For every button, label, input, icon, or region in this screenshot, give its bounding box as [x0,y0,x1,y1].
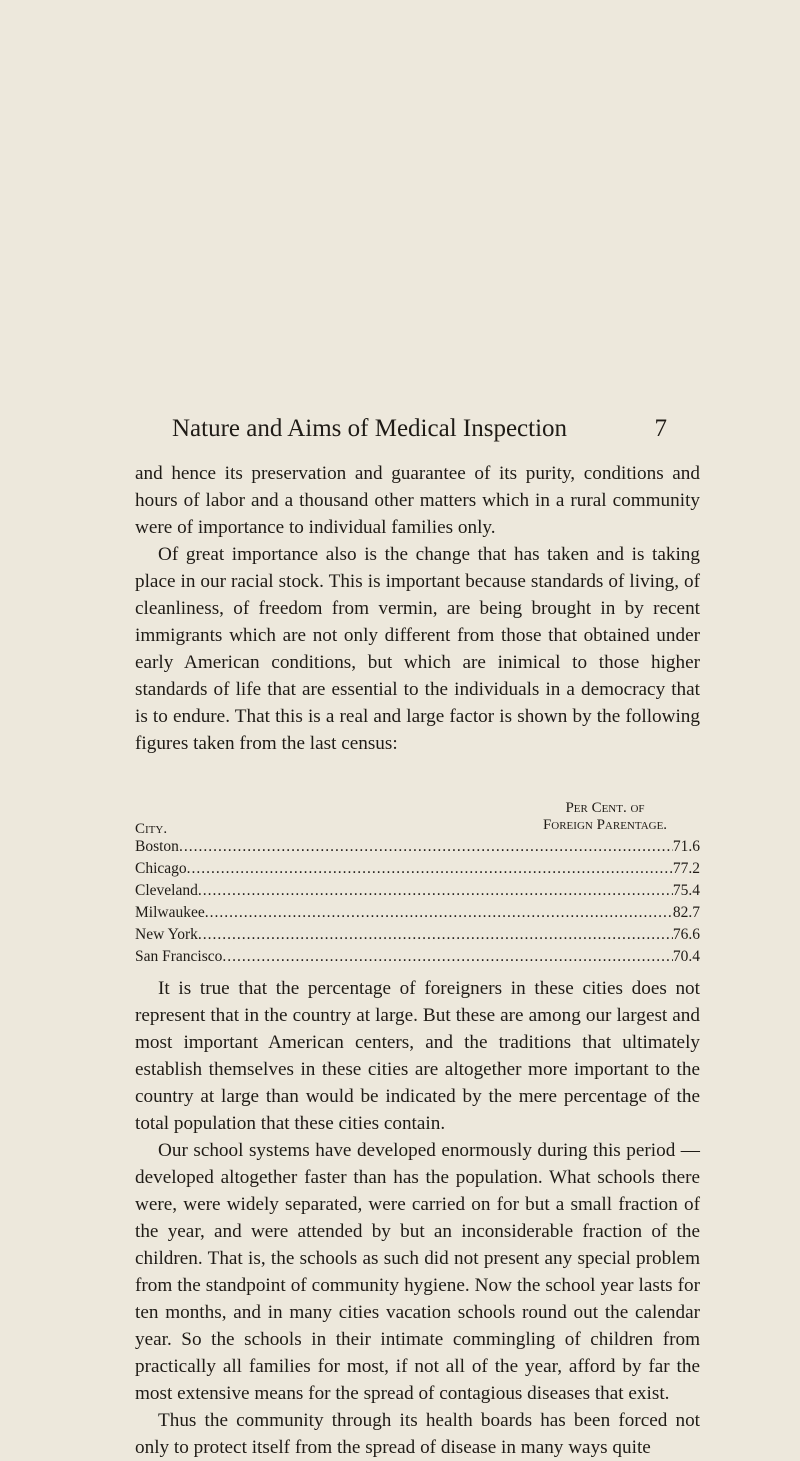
table-header [135,800,700,836]
table-row [135,858,700,880]
paragraph: and hence its preservation and guarantee of its purity, conditions and hours of labor and a thousand other matters which in a rural community were of importance to individual families only. [135,463,700,538]
column-header-city: City. [135,821,168,837]
table-row [135,880,700,902]
census-table [135,800,700,968]
percent-value: 71.6 [672,838,700,855]
dot-leader [198,880,673,902]
dot-leader [198,924,673,946]
city-name: Boston [135,838,179,855]
body-text-top [135,460,700,757]
percent-value: 76.6 [672,926,700,943]
paragraph: It is true that the percentage of foreigners in these cities does not represent that in the country at large. But these are among our largest and most important American centers, and the traditions that ultimately establish themselves in these cities are altogether more important to the country at large than would be indicated by the mere percentage of the total population that these cities contain. [135,978,700,1134]
city-name: Milwaukee [135,904,205,921]
city-name: Cleveland [135,882,198,899]
dot-leader [222,946,672,968]
running-header [172,412,667,446]
body-text-bottom [135,975,700,1461]
percent-value: 70.4 [672,948,700,965]
paragraph: Of great importance also is the change that has taken and is taking place in our racial stock. This is important because standards of living, of cleanliness, of freedom from vermin, are being brought in by recent immigrants which are not only different from those that obtained under early American conditions, but which are inimical to those higher standards of life that are essential to the individuals in a democracy that is to endure. That this is a real and large factor is shown by the following figures taken from the last census: [135,544,700,754]
city-name: San Francisco [135,948,223,965]
percent-value: 82.7 [672,904,700,921]
column-header-percent-line2: Foreign Parentage. [542,817,668,833]
table-row [135,924,700,946]
city-name: New York [135,926,198,943]
column-header-percent [510,800,700,834]
table-row [135,902,700,924]
dot-leader [187,858,673,880]
running-title: Nature and Aims of Medical Inspection [172,415,568,442]
paragraph: Our school systems have developed enormously during this period —developed altogether faster than has the population. What schools there were, were widely separated, were carried on for but a small fraction of the year, and were attended by but an inconsiderable fraction of the children. That is, the schools as such did not present any special problem from the standpoint of community hygiene. Now the school year lasts for ten months, and in many cities vacation schools round out the calendar year. So the schools in their intimate commingling of children from practically all families for most, if not all of the year, afford by far the most extensive means for the spread of contagious diseases that exist. [135,1140,700,1404]
table-row [135,836,700,858]
city-name: Chicago [135,860,187,877]
dot-leader [179,836,673,858]
dot-leader [205,902,673,924]
table-row [135,946,700,968]
column-header-percent-line1: Per Cent. of [565,800,645,816]
paragraph: Thus the community through its health boards has been forced not only to protect itself from the spread of disease in many ways quite [135,1410,700,1458]
page-number: 7 [654,415,667,442]
percent-value: 75.4 [672,882,700,899]
percent-value: 77.2 [672,860,700,877]
